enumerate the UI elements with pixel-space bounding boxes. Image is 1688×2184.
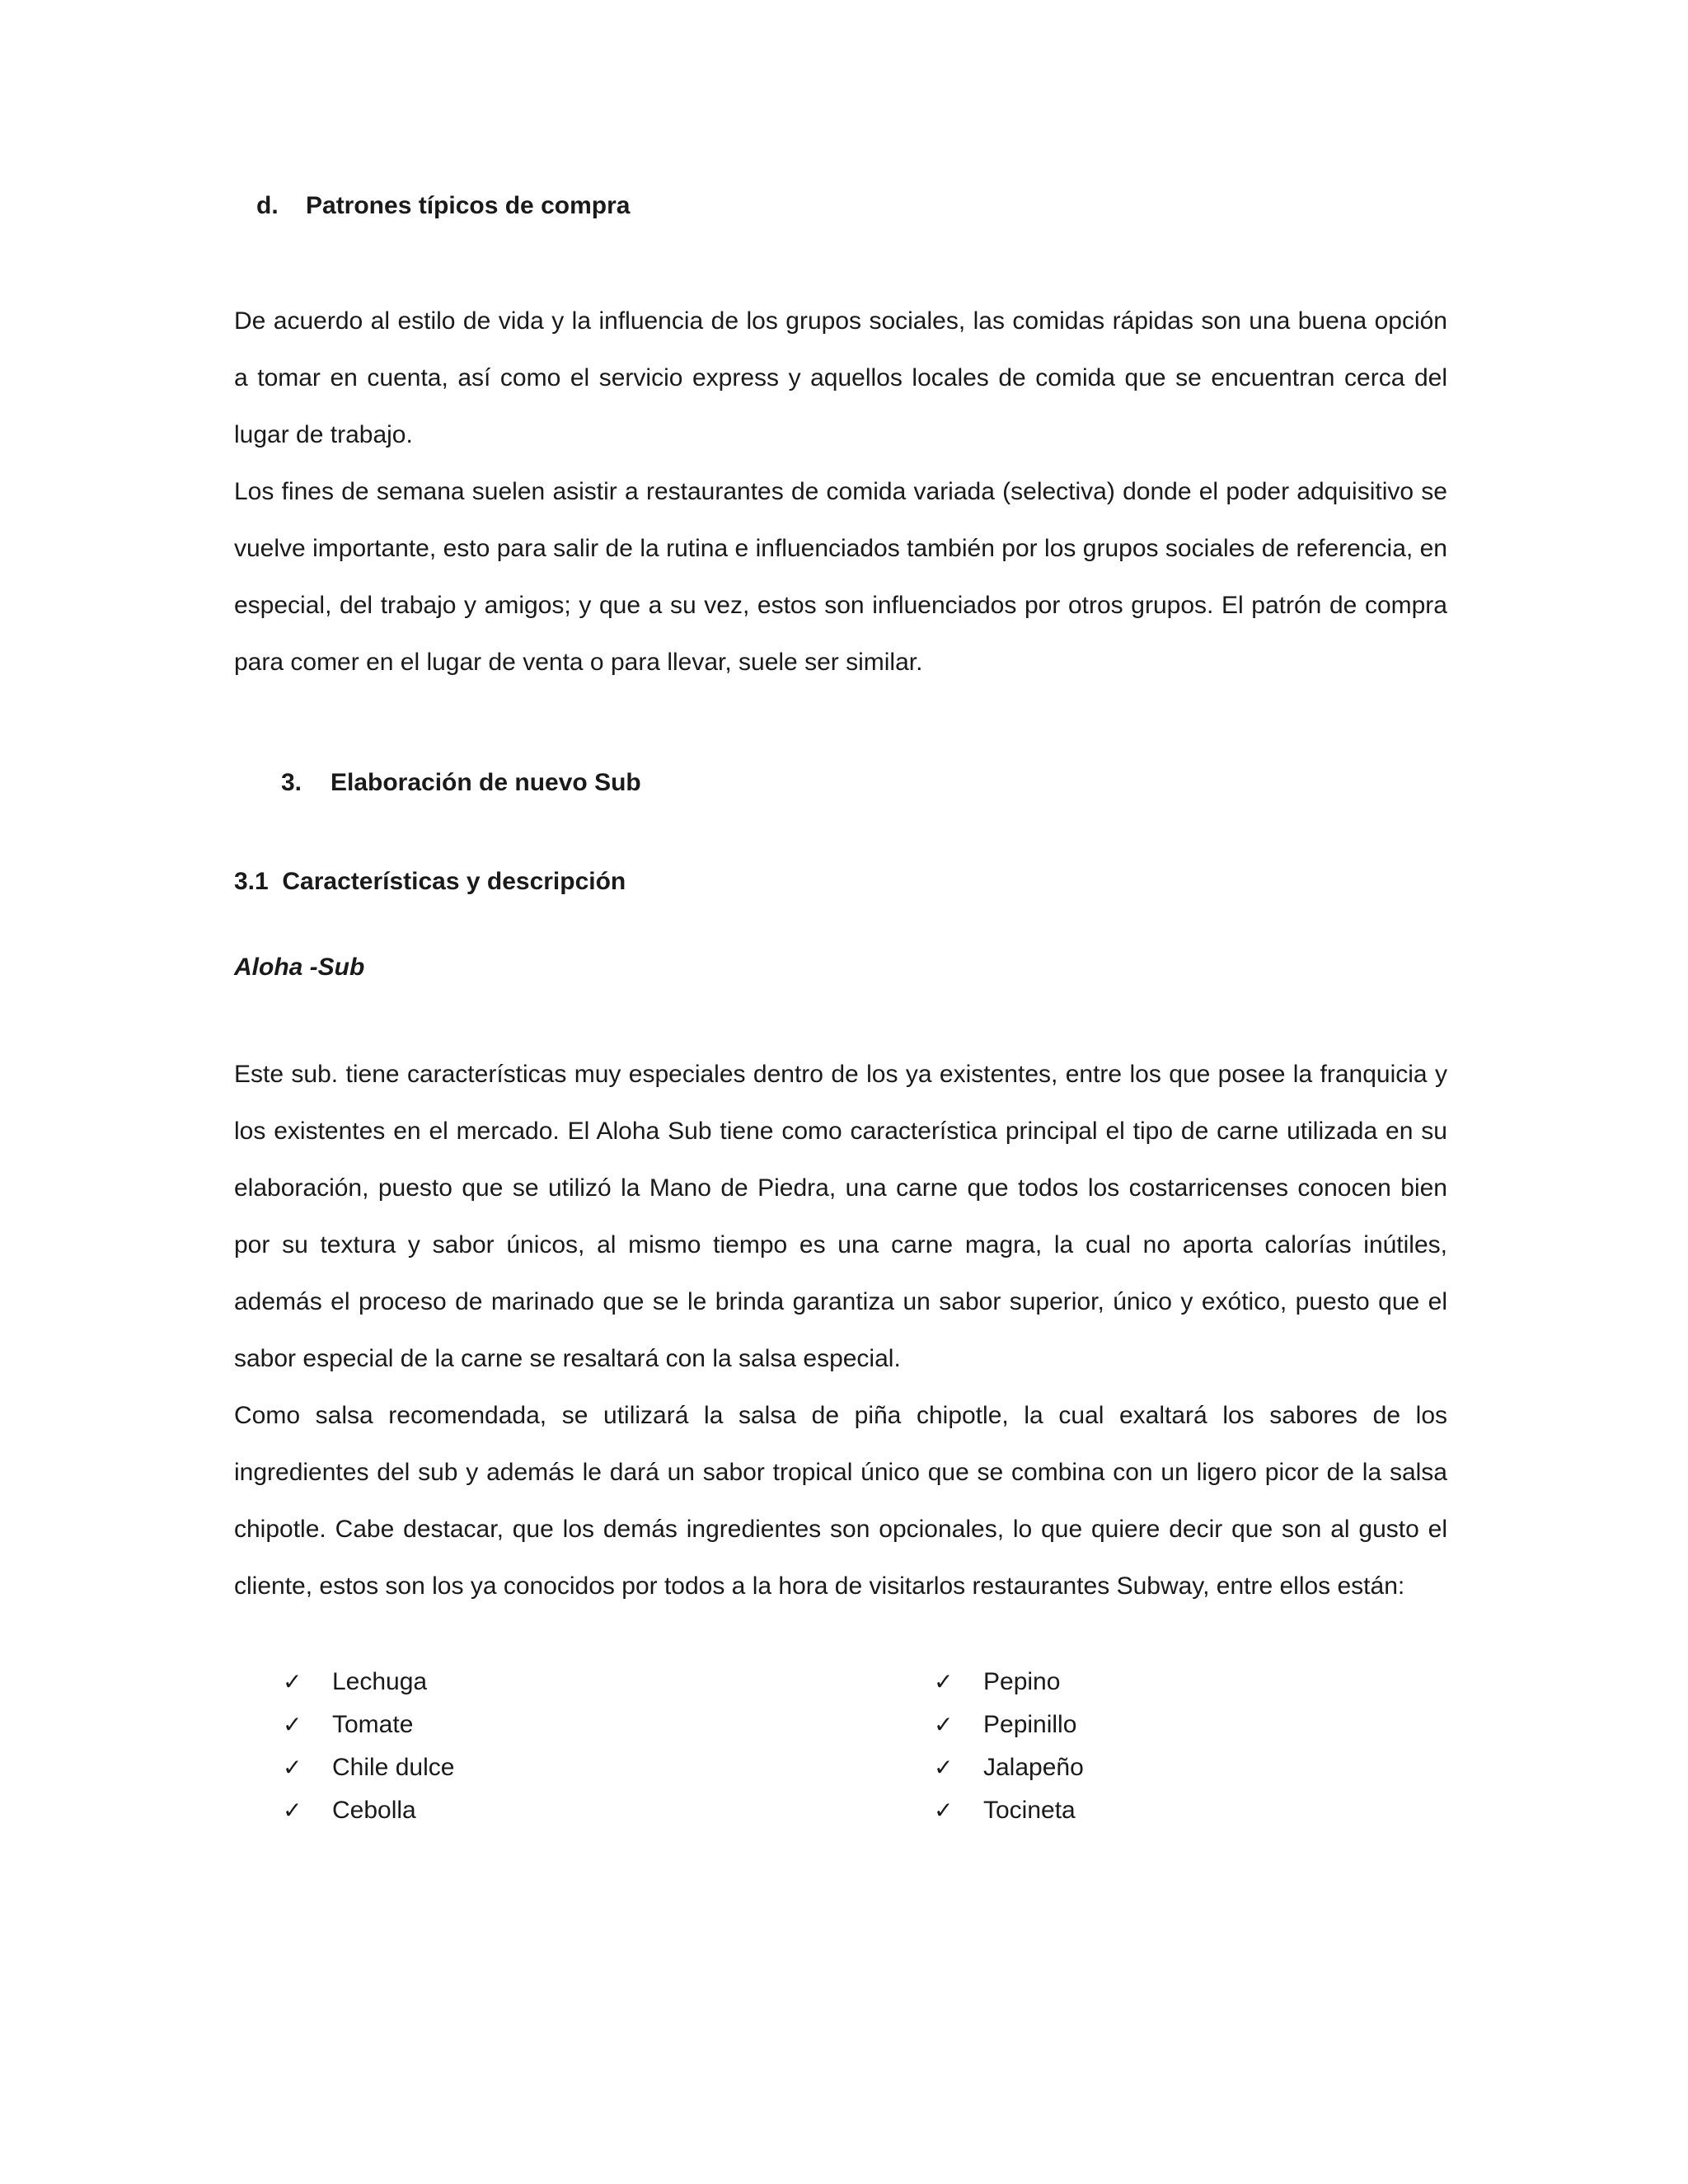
- ingredients-list-right: [934, 1661, 1084, 1832]
- ingredient-label: Tocineta: [983, 1797, 1076, 1824]
- checkmark-icon: ✓: [934, 1668, 954, 1695]
- paragraph-aloha-description: Este sub. tiene características muy especiales dentro de los ya existentes, entre los que posee la franquicia y los existentes en el mercado. El Aloha Sub tiene como característica principal el tipo de carne utilizada en su elaboración, puesto que se utilizó la Mano de Piedra, una carne que todos los costarricenses conocen bien por su textura y sabor únicos, al mismo tiempo es una carne magra, la cual no aporta calorías inútiles, además el proceso de marinado que se le brinda garantiza un sabor superior, único y exótico, puesto que el sabor especial de la carne se resaltará con la salsa especial.: [234, 1061, 1447, 1372]
- list-item: [283, 1704, 454, 1746]
- checkmark-icon: ✓: [934, 1754, 954, 1781]
- list-item: [283, 1789, 454, 1832]
- checkmark-icon: ✓: [283, 1711, 302, 1738]
- ingredient-label: Cebolla: [332, 1797, 416, 1824]
- section-d-heading: [256, 191, 630, 221]
- section-3-marker: 3.: [281, 769, 302, 796]
- ingredients-list-left: [283, 1661, 454, 1832]
- section-3-title: Elaboración de nuevo Sub: [331, 769, 641, 796]
- list-item: [934, 1661, 1084, 1704]
- paragraph-weekends: Los fines de semana suelen asistir a restaurantes de comida variada (selectiva) donde el poder adquisitivo se vuelve importante, esto para salir de la rutina e influenciados también por los grupos sociales de referencia, en especial, del trabajo y amigos; y que a su vez, estos son influenciados por otros grupos. El patrón de compra para comer en el lugar de venta o para llevar, suele ser similar.: [234, 478, 1447, 676]
- list-item: [934, 1789, 1084, 1832]
- product-name: Aloha -Sub: [234, 954, 365, 981]
- section-3-heading: [281, 768, 641, 798]
- checkmark-icon: ✓: [934, 1797, 954, 1824]
- list-item: [934, 1746, 1084, 1789]
- ingredient-label: Pepinillo: [983, 1711, 1077, 1738]
- list-item: [934, 1704, 1084, 1746]
- ingredient-label: Lechuga: [332, 1668, 428, 1695]
- list-item: [283, 1661, 454, 1704]
- ingredient-label: Jalapeño: [983, 1754, 1084, 1781]
- checkmark-icon: ✓: [283, 1797, 302, 1824]
- body-text-block-1: [234, 293, 1447, 691]
- checkmark-icon: ✓: [283, 1668, 302, 1695]
- ingredient-label: Pepino: [983, 1668, 1061, 1695]
- ingredient-label: Chile dulce: [332, 1754, 455, 1781]
- section-d-marker: d.: [256, 192, 279, 219]
- section-3-1-heading: 3.1 Características y descripción: [234, 868, 626, 895]
- paragraph-lifestyle: De acuerdo al estilo de vida y la influencia de los grupos sociales, las comidas rápidas son una buena opción a tomar en cuenta, así como el servicio express y aquellos locales de comida que se encuentran cerca del lugar de trabajo.: [234, 307, 1447, 448]
- list-item: [283, 1746, 454, 1789]
- section-d-title: Patrones típicos de compra: [306, 192, 631, 219]
- paragraph-sauce: Como salsa recomendada, se utilizará la salsa de piña chipotle, la cual exaltará los sabores de los ingredientes del sub y además le dará un sabor tropical único que se combina con un ligero picor de la salsa chipotle. Cabe destacar, que los demás ingredientes son opcionales, lo que quiere decir que son al gusto el cliente, estos son los ya conocidos por todos a la hora de visitarlos restaurantes Subway, entre ellos están:: [234, 1402, 1447, 1600]
- body-text-block-2: [234, 1046, 1447, 1615]
- ingredient-label: Tomate: [332, 1711, 414, 1738]
- checkmark-icon: ✓: [283, 1754, 302, 1781]
- checkmark-icon: ✓: [934, 1711, 954, 1738]
